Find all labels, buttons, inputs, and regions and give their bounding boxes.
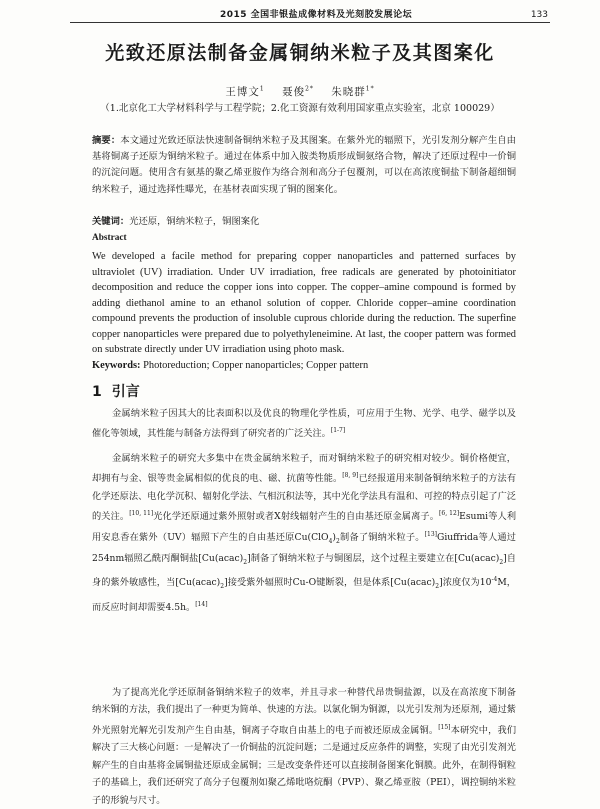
intro-text: M，而反应时间却需要4.5h。 xyxy=(92,577,516,613)
intro-paragraph-3 xyxy=(92,684,516,809)
intro-text: 本研究中，我们解决了三大核心问题：一是解决了一价铜盐的沉淀问题；二是通过反应条件的调整，实现了由光引发剂光解产生的自由基将金属铜盐还原成金属铜；三是改变条件还可以直接制备图案化铜膜。此外，在制得铜粒子的基础上，我们还研究了高分子包覆剂如聚乙烯吡咯烷酮（PVP）、聚乙烯亚胺（PEI），调控铜纳米粒子的形貌与尺寸。 xyxy=(92,724,517,806)
intro-text: 已经报道用来制备铜纳米粒子的方法有化学还原法、电化学沉积、辐射化学法、气相沉积法等，其中光化学法具有温和、可控的特点引起了广泛的关注。 xyxy=(92,473,517,523)
subscript: 2 xyxy=(336,537,340,545)
citation: [1-7] xyxy=(330,427,346,435)
section-title: 引言 xyxy=(111,384,140,400)
intro-text: 金属纳米粒子因其大的比表面积以及优良的物理化学性质，可应用于生物、光学、电学、磁学以及催化等领域，其性能与制备方法得到了研究者的广泛关注。 xyxy=(92,408,516,440)
page-number: 133 xyxy=(530,10,548,20)
keywords-en-label: Keywords: xyxy=(92,360,141,371)
section-number: 1 xyxy=(92,384,102,400)
citation: [10, 11] xyxy=(129,510,154,518)
english-abstract: We developed a facile method for preparing copper nanoparticles and patterned surfaces by ultraviolet (UV) irradiation. Under UV irradiation, free radicals are generated by photoinitiator decomposition and reduce the copper ions into copper. The copper–amine compound is formed by adding diethanol amine to an ethanol solution of copper. Chloride copper–amine coordination compound prevents the production of insoluble cuprous chloride during the reduction. The superfine copper nanoparticles were prepared due to polyethyleneimine. At last, the cooper pattern was formed on substrate directly under UV irradiation using photo mask. xyxy=(92,251,516,355)
author-name: 朱晓群 xyxy=(331,86,366,98)
author-name: 王博文 xyxy=(225,86,260,98)
keywords-cn-text: 光还原，铜纳米粒子，铜图案化 xyxy=(129,216,260,227)
citation: [8, 9] xyxy=(342,472,359,480)
intro-text: ]自身的紫外敏感性，当[Cu(acac) xyxy=(92,553,516,589)
intro-paragraph-2 xyxy=(92,450,516,616)
subscript: 2 xyxy=(435,583,440,591)
citation: [6, 12] xyxy=(439,510,460,518)
intro-text: ]浓度仅为10 xyxy=(439,577,492,589)
english-abstract-label: Abstract xyxy=(92,233,127,243)
english-keywords xyxy=(92,358,516,374)
intro-paragraph-1 xyxy=(92,405,516,443)
author-mark: 1 xyxy=(259,85,265,93)
subscript: 2 xyxy=(243,558,248,566)
subscript: 2 xyxy=(499,558,504,566)
intro-text: Esumi等人利用安息香在紫外（UV）辐照下产生的自由基还原Cu(ClO xyxy=(92,511,517,543)
chinese-keywords xyxy=(92,214,516,230)
citation: [14] xyxy=(195,600,208,608)
intro-text: ) xyxy=(332,531,337,543)
citation: [15] xyxy=(438,723,451,731)
subscript: 4 xyxy=(328,537,333,545)
intro-text: ]制备了铜纳米粒子与铜图层，这个过程主要建立在[Cu(acac) xyxy=(247,553,500,565)
author-name: 聂俊 xyxy=(282,86,306,98)
abstract-cn-text: 本文通过光致还原法快速制备铜纳米粒子及其图案。在紫外光的辐照下，光引发剂分解产生自由基将铜离子还原为铜纳米粒子。通过在体系中加入胺类物质形成铜氨络合物，解决了还原过程中一价铜的沉淀问题。使用含有氨基的聚乙烯亚胺作为络合剂和高分子包覆剂，可以在高浓度铜盐下制备超细铜纳米粒子，通过选择性曝光，在基材表面实现了铜的图案化。 xyxy=(92,135,516,195)
author-list xyxy=(0,84,600,99)
author-mark: 2* xyxy=(305,85,314,93)
author-mark: 1* xyxy=(365,85,375,93)
journal-title: 2015 全国非银盐成像材料及光刻胶发展论坛 xyxy=(220,10,413,20)
intro-text: 金属纳米粒子的研究大多集中在贵金属纳米粒子，而对铜纳米粒子的研究相对较少。铜价格便宜，却拥有与金、银等贵金属相似的优良的电、磁、抗菌等性能。 xyxy=(92,453,516,485)
exponent: -4 xyxy=(491,576,498,584)
running-header xyxy=(70,8,550,23)
subscript: 2 xyxy=(220,583,225,591)
affiliation: （1.北京化工大学材料科学与工程学院；2.化工资源有效利用国家重点实验室，北京 100029） xyxy=(100,103,500,114)
intro-text: 为了提高光化学还原制备铜纳米粒子的效率，并且寻求一种替代昂贵铜盐源，以及在高浓度下制备纳米铜的方法，我们提出了一种更为简单、快速的方法。以氯化铜为铜源，以光引发剂为还原剂，通过紫外光照射光解光引发剂产生自由基，铜离子夺取自由基上的电子而被还原成金属铜。 xyxy=(92,687,516,736)
intro-text: 光化学还原通过紫外照射或者X射线辐射产生的自由基还原金属离子。 xyxy=(153,511,440,523)
abstract-cn-label: 摘要： xyxy=(92,135,121,146)
keywords-cn-label: 关键词： xyxy=(92,216,130,227)
intro-text: 制备了铜纳米粒子。 xyxy=(339,531,425,543)
section-heading xyxy=(92,381,140,401)
chinese-abstract xyxy=(92,133,516,198)
paper-title: 光致还原法制备金属铜纳米粒子及其图案化 xyxy=(105,42,495,64)
citation: [13] xyxy=(424,530,437,538)
intro-text: Giuffrida等人通过254nm辐照乙酰丙酮铜盐[Cu(acac) xyxy=(92,531,516,565)
keywords-en-text: Photoreduction; Copper nanoparticles; Copper pattern xyxy=(143,360,369,371)
intro-text: ]接受紫外辐照时Cu-O键断裂，但是体系[Cu(acac) xyxy=(224,577,436,589)
